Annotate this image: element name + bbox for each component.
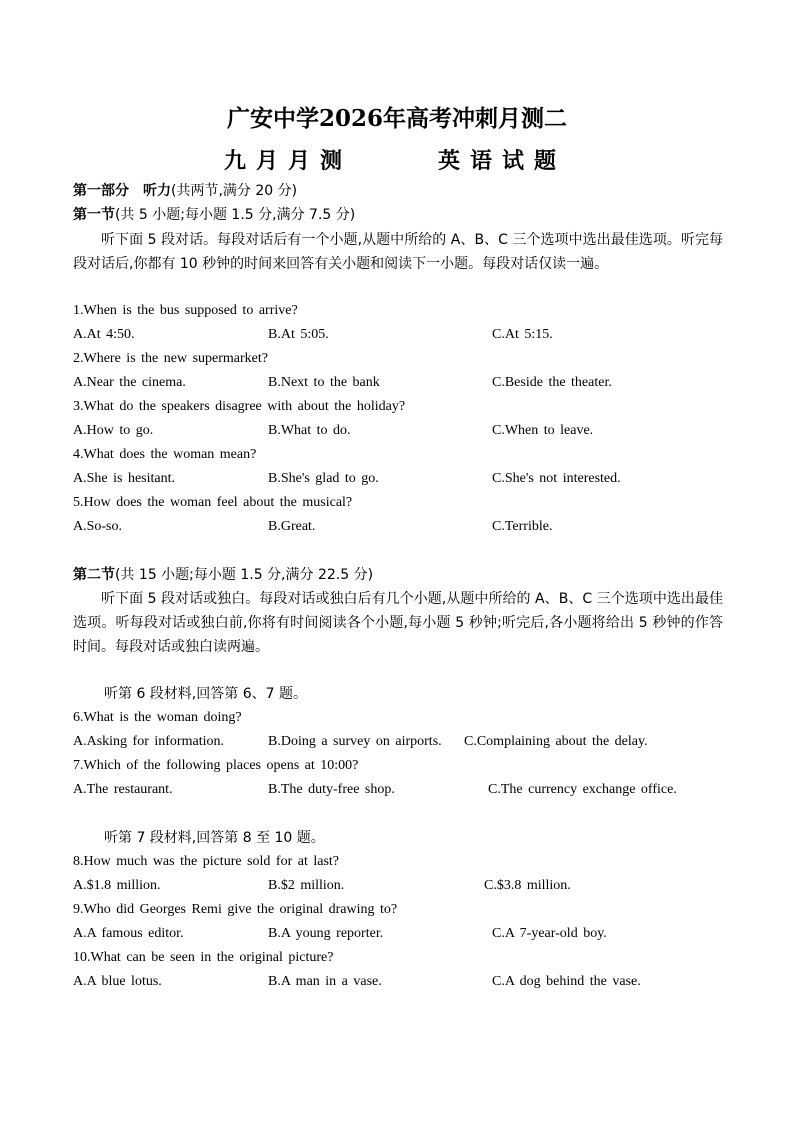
q10-option-a: A.A blue lotus. — [73, 974, 162, 989]
question-6: 6.What is the woman doing? — [73, 710, 242, 725]
question-3: 3.What do the speakers disagree with about the holiday? — [73, 399, 406, 414]
question-7: 7.Which of the following places opens at 10:00? — [73, 758, 359, 773]
q5-option-b: B.Great. — [268, 519, 316, 534]
q7-option-a: A.The restaurant. — [73, 782, 173, 797]
q7-option-c: C.The currency exchange office. — [488, 782, 677, 797]
question-2: 2.Where is the new supermarket? — [73, 351, 268, 366]
q3-option-a: A.How to go. — [73, 423, 154, 438]
material-6-label: 听第 6 段材料,回答第 6、7 题。 — [104, 686, 307, 702]
q10-option-c: C.A dog behind the vase. — [492, 974, 641, 989]
q6-option-c: C.Complaining about the delay. — [464, 734, 648, 749]
q2-option-a: A.Near the cinema. — [73, 375, 186, 390]
section1-heading-bold: 第一节 — [73, 207, 115, 223]
question-1: 1.When is the bus supposed to arrive? — [73, 303, 298, 318]
q4-option-a: A.She is hesitant. — [73, 471, 175, 486]
q4-option-c: C.She's not interested. — [492, 471, 621, 486]
q4-option-b: B.She's glad to go. — [268, 471, 379, 486]
q8-option-b: B.$2 million. — [268, 878, 345, 893]
question-4: 4.What does the woman mean? — [73, 447, 257, 462]
q10-option-b: B.A man in a vase. — [268, 974, 382, 989]
q1-option-c: C.At 5:15. — [492, 327, 553, 342]
q1-option-b: B.At 5:05. — [268, 327, 329, 342]
section2-heading-rest: (共 15 小题;每小题 1.5 分,满分 22.5 分) — [115, 567, 374, 583]
question-5: 5.How does the woman feel about the musical? — [73, 495, 353, 510]
q6-option-a: A.Asking for information. — [73, 734, 224, 749]
q3-option-c: C.When to leave. — [492, 423, 594, 438]
q9-option-c: C.A 7-year-old boy. — [492, 926, 607, 941]
q7-option-b: B.The duty-free shop. — [268, 782, 395, 797]
q1-option-a: A.At 4:50. — [73, 327, 135, 342]
q9-option-a: A.A famous editor. — [73, 926, 184, 941]
section2-instructions: 听下面 5 段对话或独白。每段对话或独白后有几个小题,从题中所给的 A、B、C 三个选项中选出最佳选项。听每段对话或独白前,你将有时间阅读各个小题,每小题 5 秒钟;听完后,各小题将给出 5 秒钟的作答时间。每段对话或独白读两遍。 — [73, 591, 723, 655]
q2-option-c: C.Beside the theater. — [492, 375, 612, 390]
q8-option-c: C.$3.8 million. — [484, 878, 571, 893]
q9-option-b: B.A young reporter. — [268, 926, 384, 941]
part1-heading-rest: (共两节,满分 20 分) — [171, 183, 298, 199]
exam-subtitle-left: 九月月测 — [224, 148, 353, 174]
section1-heading — [73, 205, 355, 225]
q6-option-b: B.Doing a survey on airports. — [268, 734, 442, 749]
question-9: 9.Who did Georges Remi give the original drawing to? — [73, 902, 398, 917]
q5-option-a: A.So-so. — [73, 519, 123, 534]
q3-option-b: B.What to do. — [268, 423, 351, 438]
question-10: 10.What can be seen in the original picture? — [73, 950, 334, 965]
section1-instructions: 听下面 5 段对话。每段对话后有一个小题,从题中所给的 A、B、C 三个选项中选出最佳选项。听完每段对话后,你都有 10 秒钟的时间来回答有关小题和阅读下一小题。每段对话仅读一遍。 — [73, 232, 723, 272]
exam-title: 广安中学2026年高考冲刺月测二 — [226, 105, 567, 132]
material-7-label: 听第 7 段材料,回答第 8 至 10 题。 — [104, 830, 325, 846]
exam-subtitle-right: 英语试题 — [438, 148, 567, 174]
section2-heading-bold: 第二节 — [73, 567, 115, 583]
part1-heading — [73, 181, 297, 201]
question-8: 8.How much was the picture sold for at last? — [73, 854, 339, 869]
q5-option-c: C.Terrible. — [492, 519, 553, 534]
section1-heading-rest: (共 5 小题;每小题 1.5 分,满分 7.5 分) — [115, 207, 356, 223]
q2-option-b: B.Next to the bank — [268, 375, 380, 390]
section2-heading — [73, 565, 373, 585]
q8-option-a: A.$1.8 million. — [73, 878, 161, 893]
part1-heading-bold: 第一部分 听力 — [73, 183, 171, 199]
